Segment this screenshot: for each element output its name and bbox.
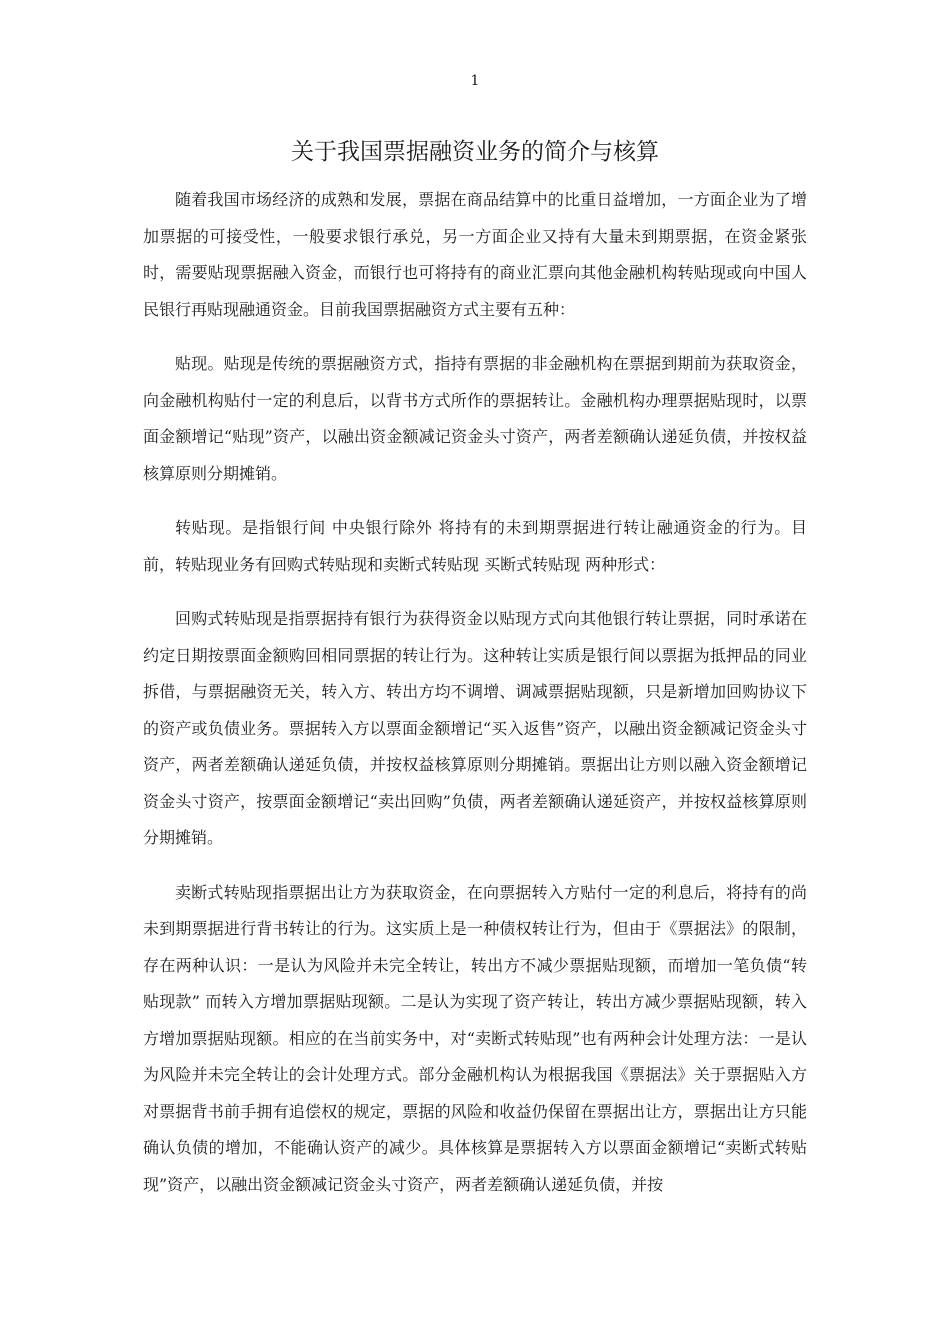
paragraph-intro: 随着我国市场经济的成熟和发展，票据在商品结算中的比重日益增加，一方面企业为了增加票据的可接受性，一般要求银行承兑，另一方面企业又持有大量未到期票据，在资金紧张时，需要贴现票据融入资金，而银行也可将持有的商业汇票向其他金融机构转贴现或向中国人民银行再贴现融通资金。目前我国票据融资方式主要有五种： (143, 190, 807, 319)
paragraph-rediscount: 转贴现。是指银行间 中央银行除外 将持有的未到期票据进行转让融通资金的行为。目前，转贴现业务有回购式转贴现和卖断式转贴现 买断式转贴现 两种形式： (143, 518, 807, 574)
page-number: 1 (470, 73, 480, 89)
paragraph-repo-rediscount: 回购式转贴现是指票据持有银行为获得资金以贴现方式向其他银行转让票据，同时承诺在约定日期按票面金额购回相同票据的转让行为。这种转让实质是银行间以票据为抵押品的同业拆借，与票据融资无关，转入方、转出方均不调增、调减票据贴现额，只是新增加回购协议下的资产或负债业务。票据转入方以票面金额增记“买入返售”资产，以融出资金额减记资金头寸资产，两者差额确认递延负债，并按权益核算原则分期摊销。票据出让方则以融入资金额增记资金头寸资产，按票面金额增记“卖出回购”负债，两者差额确认递延资产，并按权益核算原则分期摊销。 (143, 609, 807, 847)
paragraph-outright-rediscount: 卖断式转贴现指票据出让方为获取资金，在向票据转入方贴付一定的利息后，将持有的尚未到期票据进行背书转让的行为。这实质上是一种债权转让行为，但由于《票据法》的限制，存在两种认识：一是认为风险并未完全转让，转出方不减少票据贴现额，而增加一笔负债“转贴现款” 而转入方增加票据贴现额。二是认为实现了资产转让，转出方减少票据贴现额，转入方增加票据贴现额。相应的在当前实务中，对“卖断式转贴现”也有两种会计处理方法：一是认为风险并未完全转让的会计处理方式。部分金融机构认为根据我国《票据法》关于票据贴入方对票据背书前手拥有追偿权的规定，票据的风险和收益仍保留在票据出让方，票据出让方只能确认负债的增加，不能确认资产的减少。具体核算是票据转入方以票面金额增记“卖断式转贴现”资产，以融出资金额减记资金头寸资产，两者差额确认递延负债，并按 (143, 882, 807, 1194)
paragraph-discount: 贴现。贴现是传统的票据融资方式，指持有票据的非金融机构在票据到期前为获取资金，向金融机构贴付一定的利息后，以背书方式所作的票据转让。金融机构办理票据贴现时，以票面金额增记“贴现”资产，以融出资金额减记资金头寸资产，两者差额确认递延负债，并按权益核算原则分期摊销。 (143, 354, 807, 483)
document-body (143, 182, 807, 1221)
document-title: 关于我国票据融资业务的简介与核算 (291, 139, 659, 165)
